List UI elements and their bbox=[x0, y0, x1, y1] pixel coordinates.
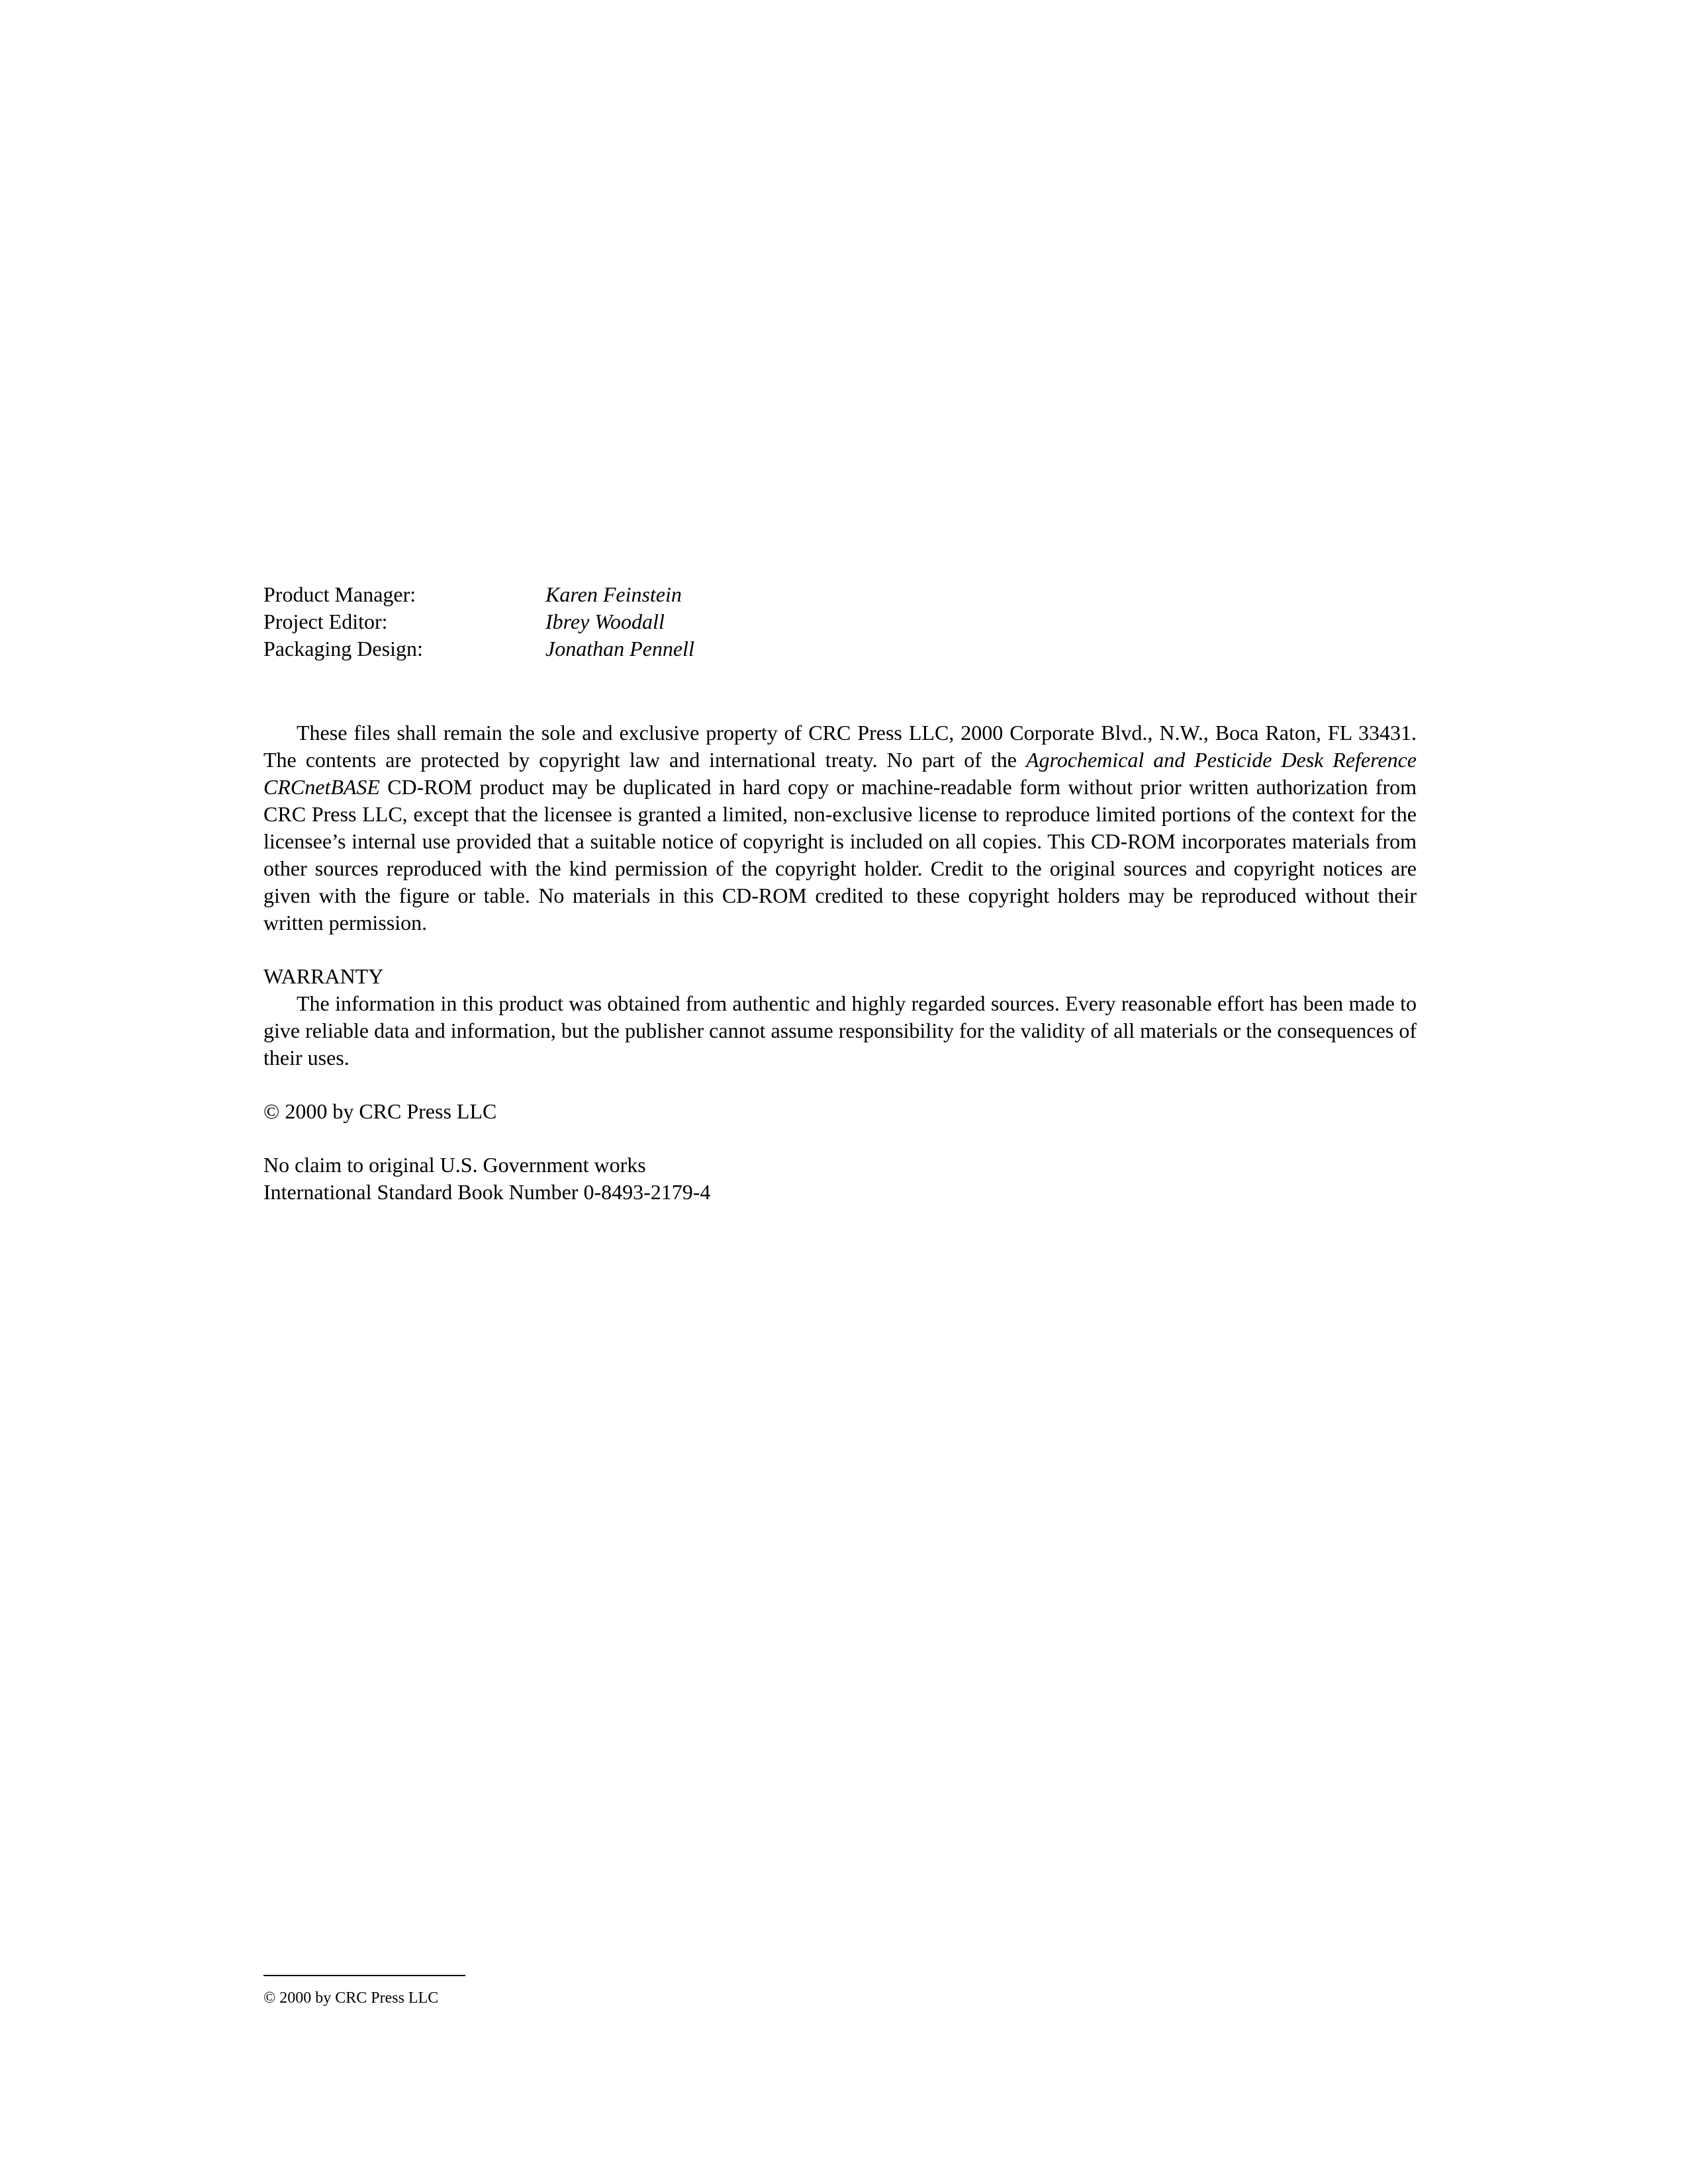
license-paragraph bbox=[263, 719, 1417, 936]
license-text-end: CD-ROM product may be duplicated in hard copy or machine-readable form without prior written authorization from CRC Press LLC, except that the licensee is granted a limited, non-exclusive license to reproduce limited portions of the context for the licensee’s internal use provided that a suitable notice of copyright is included on all copies. This CD-ROM incorporates materials from other sources reproduced with the kind permission of the copyright holder. Credit to the original sources and copyright notices are given with the figure or table. No materials in this CD-ROM credited to these copyright holders may be reproduced without their written permission. bbox=[263, 775, 1417, 934]
license-text-start: These files shall remain the sole and exclusive property of CRC Press LLC, 2000 Corporate Blvd., N.W., Boca Raton, FL 33431. The contents are protected by copyright law and international treaty. No part of the bbox=[263, 721, 1417, 772]
government-works-claim: No claim to original U.S. Government works bbox=[263, 1153, 646, 1177]
footnote-divider bbox=[263, 1975, 465, 1976]
warranty-paragraph: The information in this product was obtained from authentic and highly regarded sources. Every reasonable effort has been made to give reliable data and information, but the publisher cannot assume responsibility for the validity of all materials or the consequences of their uses. bbox=[263, 991, 1417, 1069]
credit-name-product-manager: Karen Feinstein bbox=[545, 582, 682, 606]
product-title: Agrochemical and Pesticide Desk Reference CRCnetBASE bbox=[263, 748, 1417, 799]
isbn-line: International Standard Book Number 0-8493-2179-4 bbox=[263, 1180, 711, 1204]
credit-name-packaging-design: Jonathan Pennell bbox=[545, 637, 694, 660]
credit-role-packaging-design: Packaging Design: bbox=[263, 637, 423, 660]
warranty-section bbox=[263, 963, 1417, 1071]
warranty-heading: WARRANTY bbox=[263, 964, 384, 988]
footer-copyright: © 2000 by CRC Press LLC bbox=[263, 1989, 439, 2007]
credits-list bbox=[263, 581, 1417, 662]
copyright-page bbox=[263, 581, 1417, 1206]
claim-section bbox=[263, 1152, 1417, 1206]
credit-role-project-editor: Project Editor: bbox=[263, 610, 388, 633]
copyright-notice: © 2000 by CRC Press LLC bbox=[263, 1099, 497, 1123]
credit-role-product-manager: Product Manager: bbox=[263, 582, 416, 606]
credit-name-project-editor: Ibrey Woodall bbox=[545, 610, 665, 633]
